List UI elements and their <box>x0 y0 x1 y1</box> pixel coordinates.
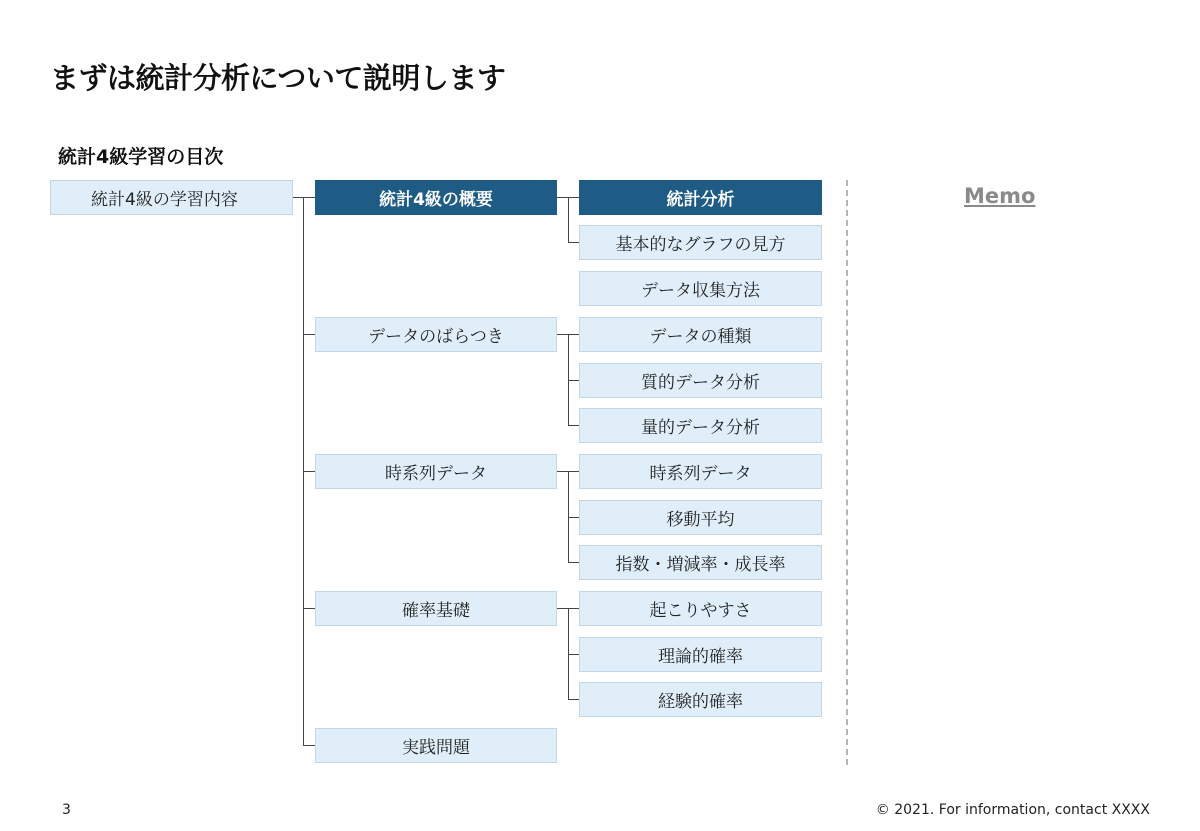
item-basic-graphs: 基本的なグラフの見方 <box>579 225 822 260</box>
item-likelihood: 起こりやすさ <box>579 591 822 626</box>
copyright-footer: © 2021. For information, contact XXXX <box>875 802 1150 818</box>
section-variability: データのばらつき <box>315 317 557 352</box>
item-index-growth-rate: 指数・増減率・成長率 <box>579 545 822 580</box>
memo-label: Memo <box>964 184 1036 208</box>
item-data-types: データの種類 <box>579 317 822 352</box>
section-practice: 実践問題 <box>315 728 557 763</box>
item-qualitative-analysis: 質的データ分析 <box>579 363 822 398</box>
section-overview: 統計4級の概要 <box>315 180 557 215</box>
item-empirical-probability: 経験的確率 <box>579 682 822 717</box>
page-number: 3 <box>62 802 71 818</box>
tree-root: 統計4級の学習内容 <box>50 180 293 215</box>
section-probability: 確率基礎 <box>315 591 557 626</box>
item-time-series-data: 時系列データ <box>579 454 822 489</box>
item-data-collection: データ収集方法 <box>579 271 822 306</box>
item-statistical-analysis: 統計分析 <box>579 180 822 215</box>
section-time-series: 時系列データ <box>315 454 557 489</box>
item-moving-average: 移動平均 <box>579 500 822 535</box>
memo-divider <box>846 180 848 765</box>
section-subtitle: 統計4級学習の目次 <box>58 146 224 168</box>
item-theoretical-probability: 理論的確率 <box>579 637 822 672</box>
item-quantitative-analysis: 量的データ分析 <box>579 408 822 443</box>
page-title: まずは統計分析について説明します <box>50 61 506 95</box>
